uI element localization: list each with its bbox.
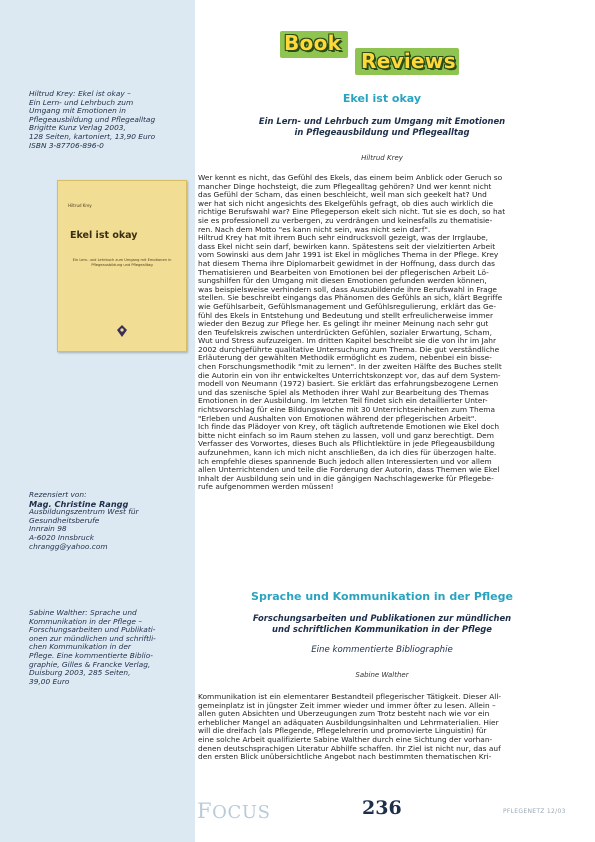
reference-line: Umgang mit Emotionen in bbox=[29, 106, 126, 116]
reviewer-label: Rezensiert von: bbox=[29, 490, 87, 499]
body-line: wieder den Bezug zur Pflege her. Es gelingt ihr meiner Meinung nach sehr gut bbox=[198, 320, 489, 329]
reviewer-line: A-6020 Innsbruck bbox=[29, 532, 95, 542]
body-line: Kommunikation ist ein elementarer Bestandteil pflegerischer Tätigkeit. Dieser All- bbox=[198, 693, 502, 701]
reference-line: Hiltrud Krey: Ekel ist okay – bbox=[29, 89, 131, 98]
body-line: modell von Neumann (1972) basiert. Sie erklärt das erfahrungsbezogene Lernen bbox=[198, 380, 499, 389]
reference-line: chen Kommunikation in der bbox=[29, 642, 131, 652]
body-line: fühl des Ekels in Entstehung und Bedeutung und stellt erfreulicherweise immer bbox=[198, 311, 494, 320]
body-line: vom Sowinski aus dem Jahr 1991 ist Ekel in mögliches Thema in der Pflege. Krey bbox=[198, 251, 499, 260]
body-line: Verfasser des Vorwortes, dieses Buch als Pflichtlektüre in jede Pflegeausbildung bbox=[198, 440, 495, 449]
reviewer-line: Ausbildungszentrum West für bbox=[29, 507, 139, 517]
body-line: dass Ekel nicht sein darf, bewirken kann. Spätestens seit der vielzitierten Arbeit bbox=[198, 242, 496, 251]
body-line: allen guten Absichten und Überzeugungen zum Trotz besteht nach wie vor ein bbox=[198, 710, 490, 719]
reviewer-line: chrangg@yahoo.com bbox=[29, 541, 108, 551]
body-line: denen deutschsprachigen Literatur Abhilfe schaffen. Ihr Ziel ist nicht nur, das auf bbox=[198, 744, 501, 753]
body-line: "Erleben und Aushalten von Emotionen während der pflegerischen Arbeit". bbox=[198, 414, 477, 423]
body-line: rufe aufgenommen werden müssen! bbox=[198, 483, 334, 492]
reference-line: Ein Lern- und Lehrbuch zum bbox=[29, 97, 134, 107]
reference-line: ISBN 3-87706-896-0 bbox=[29, 140, 104, 150]
body-line: bitte nicht einfach so im Raum stehen zu lassen, voll und ganz berechtigt. Dem bbox=[198, 431, 494, 440]
page-number: 236 bbox=[362, 797, 402, 819]
body-line: Wer kennt es nicht, das Gefühl des Ekels, das einem beim Anblick oder Geruch so bbox=[198, 174, 503, 182]
body-line: stellen. Sie beschreibt eingangs das Phänomen des Gefühls an sich, klärt Begriffe bbox=[198, 294, 503, 303]
cover-author: Hiltrud Krey bbox=[68, 203, 92, 208]
body-line: Inhalt der Ausbildung sein und in die gängigen Nachschlagewerke für Pflegebe- bbox=[198, 474, 494, 483]
article-2-subtitle-3-block bbox=[198, 645, 566, 655]
body-line: Wut und Stress aufzuzeigen. Im dritten Kapitel beschreibt sie die von ihr im Jahr bbox=[198, 337, 497, 346]
article-2-subtitle bbox=[198, 613, 566, 635]
article-1-subtitle-line-2: in Pflegeausbildung und Pflegealltag bbox=[294, 127, 470, 137]
body-line: Ich finde das Plädoyer von Krey, oft täglich auftretende Emotionen wie Ekel doch bbox=[198, 423, 500, 432]
article-2-author: Sabine Walther bbox=[355, 671, 409, 679]
body-line: was beispielsweise verhindern soll, dass Auszubildende ihre Berufswahl in Frage bbox=[198, 285, 497, 294]
article-2-title: Sprache und Kommunikation in der Pflege bbox=[251, 590, 513, 603]
reference-line: Pflegeausbildung und Pflegealltag bbox=[29, 114, 156, 124]
article-1-subtitle bbox=[198, 116, 566, 138]
footer-focus-rest: OCUS bbox=[212, 802, 271, 823]
logo-reviews-word: Reviews bbox=[361, 49, 456, 73]
reference-line: Brigitte Kunz Verlag 2003, bbox=[29, 123, 126, 133]
article-2-subtitle-line-2: und schriftlichen Kommunikation in der Pflege bbox=[272, 624, 492, 634]
body-line: die Autorin ein von ihr entwickeltes Unterrichtskonzept vor, das auf dem System- bbox=[198, 371, 501, 380]
reference-line: 128 Seiten, kartoniert, 13,90 Euro bbox=[29, 131, 156, 141]
body-line: erheblicher Mangel an adäquaten Ausbildungsinhalten und Lehrmaterialien. Hier bbox=[198, 718, 499, 727]
body-line: den ersten Blick unübersichtliche Angebot nach bestimmten thematischen Kri- bbox=[198, 753, 492, 762]
body-line: aufzunehmen, kann ich mich nicht anschließen, da ich dies für überzogen halte. bbox=[198, 449, 497, 457]
body-line: sungshilfen für den Umgang mit diesen Emotionen gefunden werden können, bbox=[198, 277, 487, 286]
article-2-heading bbox=[198, 590, 566, 603]
article-2-subtitle-line-3: Eine kommentierte Bibliographie bbox=[311, 645, 453, 655]
reference-line: graphie, Gilles & Francke Verlag, bbox=[29, 659, 151, 669]
reviewer-name: Mag. Christine Rangg bbox=[29, 498, 129, 509]
article-1-title: Ekel ist okay bbox=[342, 92, 422, 105]
footer-focus-initial: F bbox=[197, 799, 213, 823]
body-line: gemeinplatz ist in jüngster Zeit immer wieder und immer öfter zu lesen. Allein – bbox=[198, 701, 496, 710]
reviewer-block bbox=[29, 491, 182, 551]
book-reference-2 bbox=[29, 609, 182, 686]
body-line: und das szenische Spiel als Methoden ihrer Wahl zur Bearbeitung des Themas bbox=[198, 388, 489, 397]
cover-title: Ekel ist okay bbox=[70, 230, 138, 241]
reference-line: onen zur mündlichen und schriftli- bbox=[29, 633, 156, 643]
body-line: wer hat sich nicht angesichts des Ekelgefühls gefragt, ob dies auch wirklich die bbox=[198, 199, 494, 208]
body-line: hat diesem Thema ihre Diplomarbeit gewidmet in der Hoffnung, dass durch das bbox=[198, 259, 495, 268]
body-line: mancher Dinge hochsteigt, die zum Pflegealltag gehören? Und wer kennt nicht bbox=[198, 182, 492, 191]
article-1-subtitle-line-1: Ein Lern- und Lehrbuch zum Umgang mit Emotionen bbox=[258, 116, 506, 126]
article-1-heading bbox=[198, 92, 566, 105]
reference-line: 39,00 Euro bbox=[29, 676, 70, 686]
body-line: richtsvorschlag für eine Bildungswoche mit 30 Unterrichtseinheiten zum Thema bbox=[198, 406, 496, 415]
body-line: Hiltrud Krey hat mit ihrem Buch sehr eindrucksvoll gezeigt, was der Irrglaube, bbox=[198, 234, 489, 243]
body-line: sie es professionell zu verbergen, zu verdrängen und keinesfalls zu thematisie- bbox=[198, 216, 493, 225]
body-line: chen Forschungsmethodik "mit zu lernen". In der zweiten Hälfte des Buches stellt bbox=[198, 363, 502, 372]
book-cover-image bbox=[57, 180, 187, 352]
body-line: das Gefühl der Scham, das einen beschleicht, weil man sich geekelt hat? Und bbox=[198, 191, 487, 200]
reference-line: Sabine Walther: Sprache und bbox=[29, 608, 137, 617]
body-line: will die dreifach (als Pflegende, Pflegelehrerin und promovierte Linguistin) für bbox=[198, 727, 487, 736]
body-line: Erläuterung der gewählten Methodik ermöglicht es zudem, nebenbei ein bisse- bbox=[198, 354, 492, 363]
body-line: richtige Berufswahl war? Eine Pflegeperson ekelt sich nicht. Tut sie es doch, so hat bbox=[198, 208, 506, 217]
body-line: den Teufelskreis zwischen unterdrückten Gefühlen, sozialer Erwartung, Scham, bbox=[198, 328, 492, 337]
article-2-body bbox=[198, 693, 566, 762]
body-line: ren. Nach dem Motto "es kann nicht sein, was nicht sein darf". bbox=[198, 225, 431, 234]
body-line: 2002 durchgeführte qualitative Untersuchung zum Thema. Die gut verständliche bbox=[198, 345, 500, 354]
body-line: Ich empfehle dieses spannende Buch jedoch allen Interessierten und vor allem bbox=[198, 457, 492, 466]
body-line: Emotionen in der Ausbildung. Im letzten Teil findet sich ein detaillierter Unter- bbox=[198, 397, 488, 406]
reviewer-line: Gesundheitsberufe bbox=[29, 515, 100, 525]
cover-subtitle: Ein Lern- und Lehrbuch zum Umgang mit Emotionen in Pflegeausbildung und Pflegealltag bbox=[72, 258, 172, 267]
book-reference-1 bbox=[29, 90, 182, 150]
publisher-logo-icon bbox=[115, 324, 129, 338]
body-line: wie Gefühlsarbeit, Gefühlsmanagement und Gefühlsregulierung, erklärt das Ge- bbox=[198, 302, 497, 311]
article-1-author: Hiltrud Krey bbox=[361, 154, 403, 162]
issue-label: PFLEGENETZ 12/03 bbox=[503, 808, 566, 815]
article-1-author-block bbox=[198, 154, 566, 162]
reference-line: Pflege. Eine kommentierte Biblio- bbox=[29, 650, 153, 660]
reference-line: Kommunikation in der Pflege – bbox=[29, 616, 143, 626]
logo-book-word: Book bbox=[284, 31, 342, 55]
body-line: allen Unterrichtenden und teile die Forderung der Autorin, dass Themen wie Ekel bbox=[198, 466, 500, 475]
footer-focus-logo bbox=[197, 799, 271, 823]
article-2-author-block bbox=[198, 671, 566, 679]
body-line: Thematisieren und Bearbeiten von Emotionen bei der pflegerischen Arbeit Lö- bbox=[198, 268, 489, 277]
reference-line: Duisburg 2003, 285 Seiten, bbox=[29, 668, 131, 678]
reviewer-line: Innrain 98 bbox=[29, 524, 67, 534]
body-line: eine solche Arbeit qualifizierte Sabine Walther durch eine Sichtung der vorhan- bbox=[198, 735, 493, 744]
article-2-subtitle-line-1: Forschungsarbeiten und Publikationen zur mündlichen bbox=[252, 613, 512, 623]
article-1-body bbox=[198, 174, 566, 492]
reference-line: Forschungsarbeiten und Publikati- bbox=[29, 625, 156, 635]
